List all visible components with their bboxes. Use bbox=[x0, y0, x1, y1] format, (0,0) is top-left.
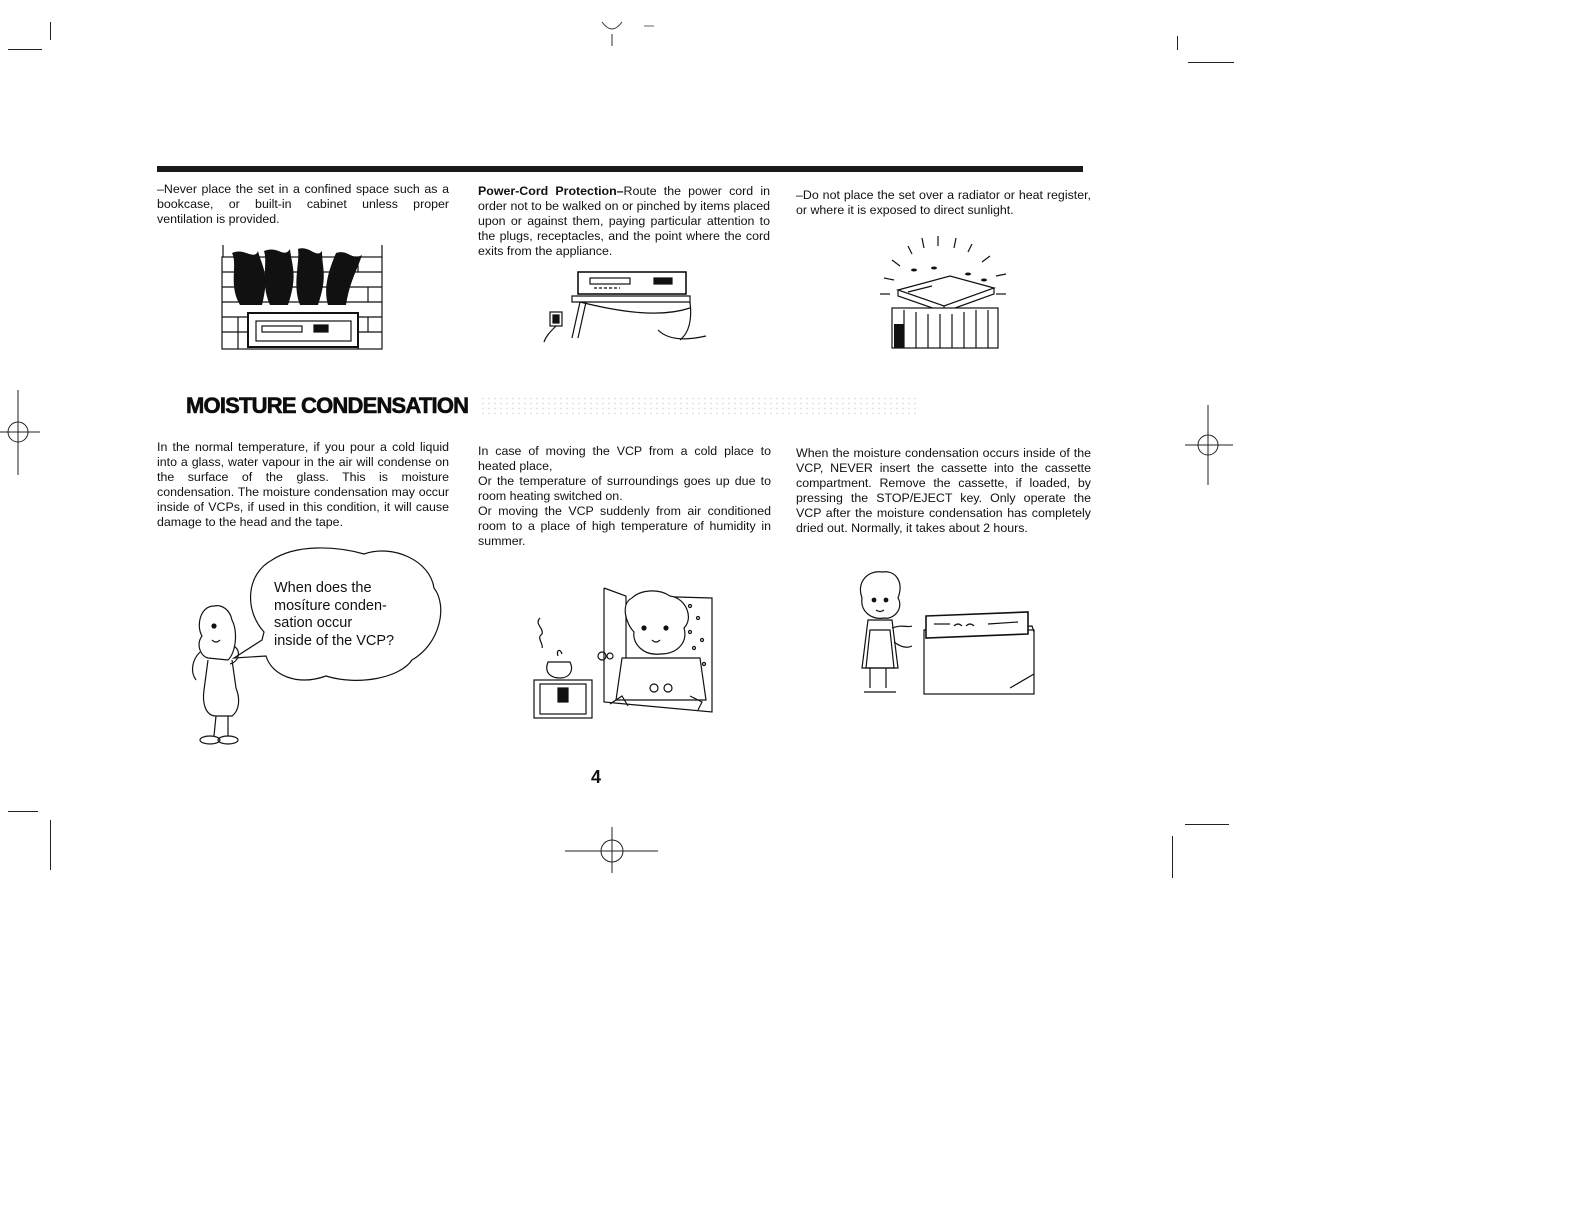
bubble-line-4: inside of the VCP? bbox=[274, 632, 395, 649]
power-cord-illustration bbox=[540, 268, 710, 350]
power-cord-text bbox=[478, 184, 770, 259]
registration-mark-top bbox=[598, 18, 658, 48]
cold-to-warm-illustration bbox=[530, 584, 720, 724]
crop-mark bbox=[1188, 62, 1234, 63]
radiator-text: –Do not place the set over a radiator or heat register, or where it is exposed to direct sunlight. bbox=[796, 188, 1091, 217]
cabinet-illustration bbox=[218, 245, 388, 355]
speech-bubble-text bbox=[274, 580, 394, 650]
crop-mark bbox=[1172, 836, 1173, 878]
crop-mark bbox=[8, 49, 42, 50]
ventilation-text: –Never place the set in a confined space such as a bookcase, or built-in cabinet unless proper ventilation is provided. bbox=[157, 182, 449, 226]
crop-mark bbox=[50, 22, 51, 40]
crop-mark bbox=[8, 811, 38, 812]
header-rule bbox=[157, 166, 1083, 172]
crop-mark bbox=[1177, 36, 1178, 50]
power-cord-title: Power-Cord Protection– bbox=[478, 184, 624, 198]
bubble-line-2: mosíture conden- bbox=[274, 597, 387, 614]
crop-mark bbox=[1185, 824, 1229, 825]
bubble-line-1: When does the bbox=[274, 580, 372, 596]
crop-mark bbox=[50, 820, 51, 870]
case-line-2: Or the temperature of surroundings goes up due to room heating switched on. bbox=[478, 474, 771, 503]
page-number: 4 bbox=[591, 767, 602, 787]
power-cord-body: Route the power cord in order not to be walked on or pinched by items placed upon or against them, paying particular attention to the plugs, receptacles, and the point where the cord exits from the appliance. bbox=[478, 184, 770, 258]
condensation-advice-text: When the moisture condensation occurs inside of the VCP, NEVER insert the cassette into the cassette compartment. Remove the cassette, if loaded, by pressing the STOP/EJECT key. Only operate the VCP after the moisture condensation has completely dried out. Normally, it takes about 2 hours. bbox=[796, 446, 1091, 535]
case-line-1: In case of moving the VCP from a cold place to heated place, bbox=[478, 444, 771, 473]
woman-vcp-illustration bbox=[850, 568, 1040, 708]
registration-mark-bottom bbox=[565, 825, 660, 875]
bubble-line-3: sation occur bbox=[274, 615, 353, 631]
condensation-intro-text: In the normal temperature, if you pour a cold liquid into a glass, water vapour in the air will condense on the surface of the glass. This is moisture condensation. The moisture condensation may occur inside of VCPs, if used in this condition, it will cause damage to the head and the tape. bbox=[157, 440, 449, 529]
heading-shade bbox=[480, 396, 920, 418]
section-heading: MOISTURE CONDENSATION bbox=[186, 393, 469, 418]
radiator-illustration bbox=[872, 232, 1012, 352]
registration-mark-right bbox=[1185, 400, 1235, 490]
registration-mark-left bbox=[0, 380, 40, 480]
condensation-cases bbox=[478, 444, 771, 549]
case-line-3: Or moving the VCP suddenly from air conditioned room to a place of high temperature of humidity in summer. bbox=[478, 504, 771, 548]
